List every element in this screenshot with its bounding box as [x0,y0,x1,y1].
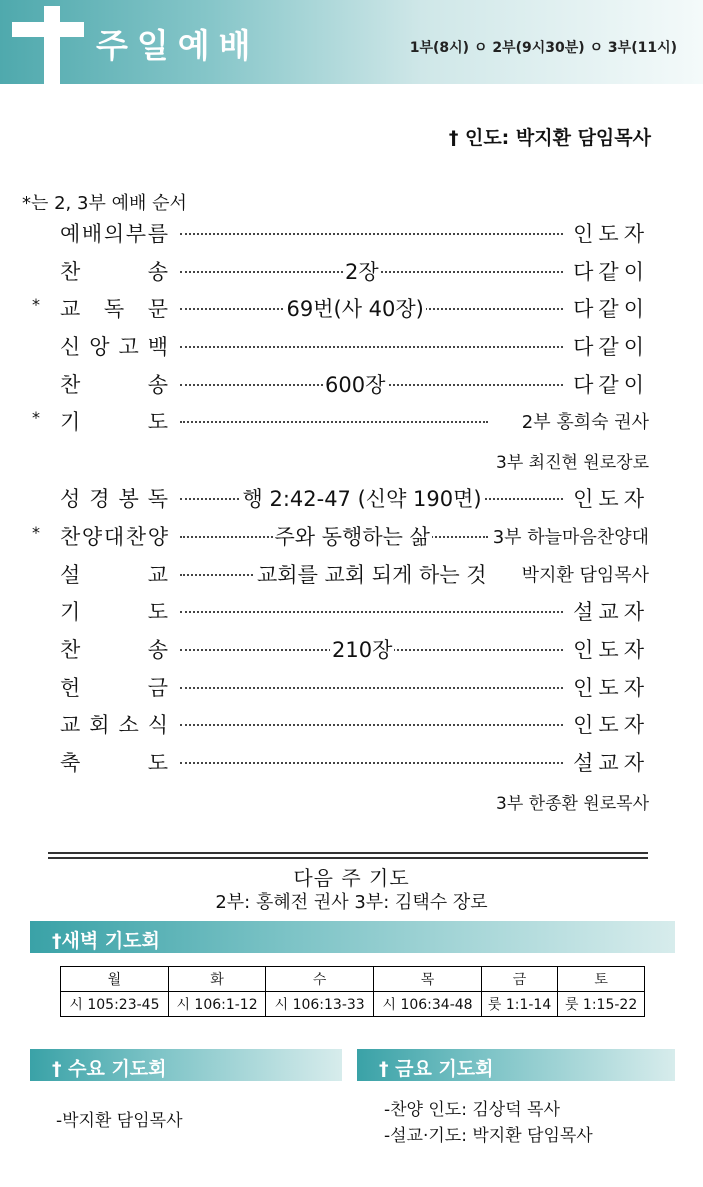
order-item-label: 기 도 [60,600,168,624]
worship-leader: † 인도: 박지환 담임목사 [448,127,651,149]
next-week-title: 다음 주 기도 [293,866,410,890]
order-item [0,406,703,436]
day-cell: 토 [558,967,645,992]
order-item-person: 박지환 담임목사 [521,565,649,586]
dot-leader [180,611,563,613]
order-note: *는 2, 3부 예배 순서 [22,193,187,214]
order-item-person: 다같이 [573,297,649,321]
order-item-person: 설교자 [573,600,649,624]
dot-leader [180,346,563,348]
day-cell: 금 [481,967,557,992]
order-item [0,256,703,286]
dot-leader [180,724,563,726]
reading-cell: 시 106:13-33 [266,992,374,1017]
order-item [0,293,703,323]
order-item-person: 설교자 [573,751,649,775]
dawn-reading-table [60,966,645,1017]
order-item-label: 신 앙 고 백 [60,335,168,359]
header-banner [0,0,703,84]
day-cell: 화 [168,967,265,992]
second-third-service-mark: * [32,408,40,427]
second-third-service-mark: * [32,523,40,542]
order-item [0,672,703,702]
cross-icon-bar [12,22,84,37]
order-item-person: 3부 하늘마음찬양대 [492,527,649,548]
reading-cell: 시 106:1-12 [168,992,265,1017]
order-item-label: 찬 송 [60,638,168,662]
friday-preacher: -설교·기도: 박지환 담임목사 [384,1126,593,1146]
reading-cell: 룻 1:1-14 [481,992,557,1017]
reading-cell: 시 105:23-45 [61,992,169,1017]
cross-icon [44,6,60,84]
order-item-sub-person: 3부 한종환 원로목사 [496,794,649,814]
order-item-detail: 교회를 교회 되게 하는 것 [255,559,489,589]
divider [48,852,648,854]
order-item-person: 다같이 [573,260,649,284]
page-title: 주일예배 [96,26,260,65]
dot-leader [180,233,563,235]
order-item-label: 축 도 [60,751,168,775]
order-item-label: 설 교 [60,563,168,587]
order-item-label: 찬 송 [60,260,168,284]
friday-prayer-header: † 금요 기도회 [357,1049,675,1081]
order-item-label: 찬 송 [60,373,168,397]
order-item-person: 2부 홍희숙 권사 [521,412,649,433]
order-item-person: 다같이 [573,373,649,397]
wednesday-prayer-header: † 수요 기도회 [30,1049,342,1081]
next-week-detail: 2부: 홍혜전 권사 3부: 김택수 장로 [215,892,488,913]
order-item-person: 인도자 [573,713,649,737]
order-item-person: 인도자 [573,487,649,511]
order-item-detail: 69번(사 40장) [285,293,426,323]
order-item-label: 찬 양 대 찬 양 [60,525,168,549]
order-item [0,559,703,589]
order-item [0,369,703,399]
order-item-detail: 주와 동행하는 삶 [273,521,432,551]
table-row [61,992,645,1017]
dot-leader [180,687,563,689]
order-item-person: 인도자 [573,676,649,700]
order-item [0,331,703,361]
order-item-label: 성 경 봉 독 [60,487,168,511]
divider [48,857,648,859]
order-item [0,483,703,513]
order-item [0,521,703,551]
reading-cell: 룻 1:15-22 [558,992,645,1017]
order-item [0,218,703,248]
order-item [0,747,703,777]
dawn-prayer-header: †새벽 기도회 [30,921,675,953]
dot-leader [180,421,488,423]
day-cell: 목 [374,967,482,992]
order-item-label: 교 독 문 [60,297,168,321]
second-third-service-mark: * [32,295,40,314]
dot-leader [180,762,563,764]
service-times: 1부(8시) ㅇ 2부(9시30분) ㅇ 3부(11시) [409,40,677,56]
order-item-person: 인도자 [573,222,649,246]
day-cell: 수 [266,967,374,992]
order-item-label: 예 배 의 부 름 [60,222,168,246]
order-item-person: 다같이 [573,335,649,359]
table-row [61,967,645,992]
reading-cell: 시 106:34-48 [374,992,482,1017]
order-item-detail: 600장 [323,369,387,399]
order-item [0,596,703,626]
friday-praise-leader: -찬양 인도: 김상덕 목사 [384,1100,560,1120]
order-item [0,709,703,739]
order-item-detail: 행 2:42-47 (신약 190면) [241,483,484,513]
order-item-label: 기 도 [60,410,168,434]
wednesday-leader: -박지환 담임목사 [56,1111,183,1131]
order-item [0,634,703,664]
order-item-label: 헌 금 [60,676,168,700]
order-item-detail: 2장 [343,256,381,286]
day-cell: 월 [61,967,169,992]
order-item-sub-person: 3부 최진현 원로장로 [496,453,649,473]
order-item-label: 교 회 소 식 [60,713,168,737]
order-item-detail: 210장 [330,634,394,664]
order-item-person: 인도자 [573,638,649,662]
